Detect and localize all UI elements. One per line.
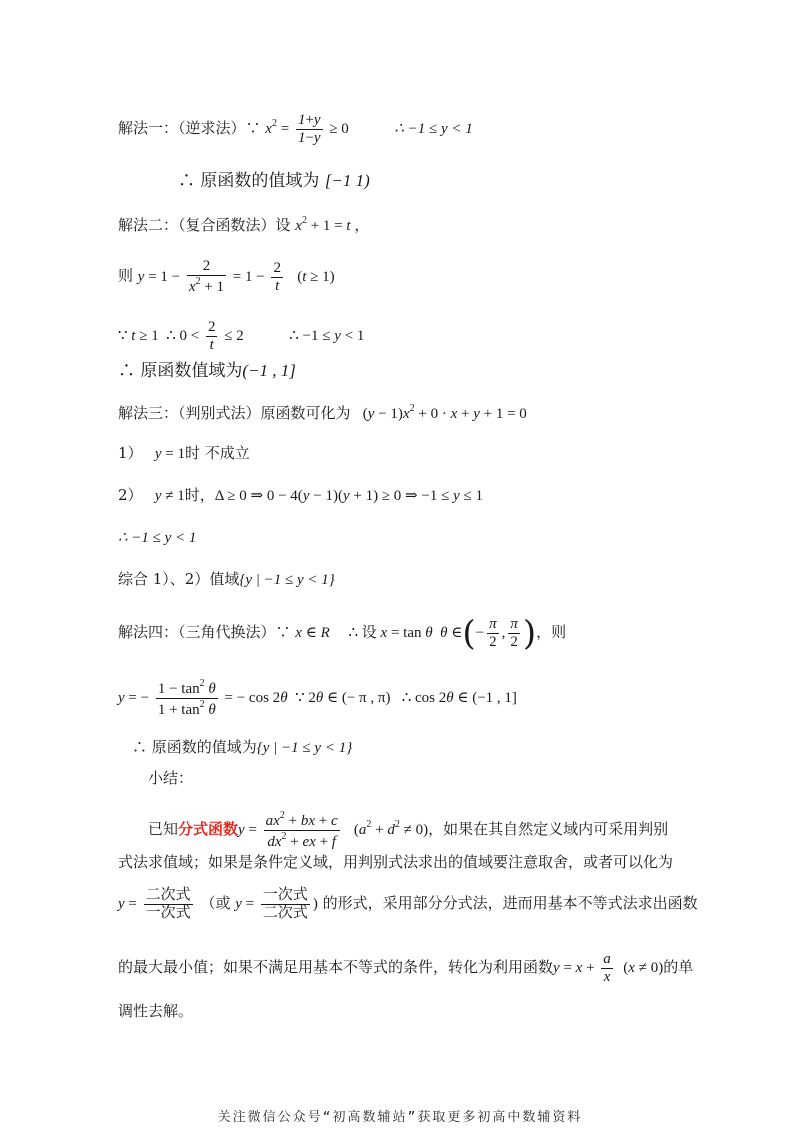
method-two-range: ∴ −1 ≤ y < 1 bbox=[289, 328, 365, 345]
method-three-case-two: 2） y ≠ 1时，Δ ≥ 0 ⇒ 0 − 4(y − 1)(y + 1) ≥ 0 ⇒ −1 ≤ y ≤ 1 bbox=[118, 486, 483, 504]
method-three-label: 解法三：（判别式法）原函数可化为 bbox=[118, 404, 351, 422]
method-two-then: 则 bbox=[118, 266, 134, 285]
summary-paragraph-1: 已知分式函数y = $\frac{ax^2 + bx + c}{dx^2 + ex + f}$ $(a^2 + d^2 \ne 0)$，如果在其自然定义域内可采用判别 bbox=[148, 810, 669, 851]
hook-function-formula: y = x + $\frac{a}{x}$ (x ≠ 0) bbox=[553, 951, 664, 986]
footer-promo-text: 关注微信公众号“初高数辅站”获取更多初高中数辅资料 bbox=[217, 1110, 583, 1125]
method-two-substitution: $x^2 + 1 = t$ ， bbox=[295, 215, 370, 234]
method-one-label: 解法一：（逆求法）∵ bbox=[118, 119, 261, 138]
method-one-conclusion: ∴ 原函数的值域为 [−1 1) bbox=[178, 171, 370, 191]
method-four-conclusion-value: {y | −1 ≤ y < 1} bbox=[256, 740, 353, 756]
case-one-condition: y = 1 bbox=[147, 446, 185, 462]
method-four-line bbox=[118, 613, 567, 654]
linear-ratio-formula: y = $\frac{\text{一次式}}{\text{二次式}}$ ) bbox=[235, 887, 318, 922]
case-two-derivation: y ≠ 1时，Δ ≥ 0 ⇒ 0 − 4(y − 1)(y + 1) ≥ 0 ⇒ −1 ≤ y ≤ 1 bbox=[147, 488, 483, 504]
method-one-formula: $x^2$ = $\frac{1+y}{1-y}$ ≥ 0 bbox=[265, 112, 349, 147]
quadratic-ratio-formula: y = $\frac{\text{二次式}}{\text{一次式}}$ bbox=[118, 887, 191, 922]
method-two-conclusion: ∴ 原函数值域为(−1 , 1] bbox=[118, 361, 296, 381]
method-two-derivation bbox=[118, 258, 335, 297]
fractional-function-formula: y = $\frac{ax^2 + bx + c}{dx^2 + ex + f}$ $(a^2 + d^2 \ne 0)$ bbox=[238, 810, 429, 851]
summary-paragraph-5: 调性去解。 bbox=[118, 1002, 194, 1020]
method-three-equation: $(y - 1)x^2 + 0 \cdot x + y + 1 = 0$ bbox=[362, 403, 527, 422]
method-three-range: ∴ −1 ≤ y < 1 bbox=[118, 530, 197, 546]
method-one-line bbox=[118, 112, 473, 148]
method-two-bounds bbox=[118, 319, 364, 355]
method-three-line bbox=[118, 404, 527, 422]
method-two-line bbox=[118, 216, 369, 234]
method-two-inequality: ∵ t ≥ 1 ∴ 0 < $\frac{2}{t}$ ≤ 2 bbox=[118, 319, 244, 354]
method-one-range: ∴ −1 ≤ y < 1 bbox=[394, 121, 473, 138]
summary-paragraph-4: 的最大最小值；如果不满足用基本不等式的条件，转化为利用函数y = x + $\frac{a}{x}$ (x ≠ 0)的单 bbox=[118, 951, 694, 986]
method-three-combined-value: {y | −1 ≤ y < 1} bbox=[239, 572, 335, 588]
method-four-label: 解法四：（三角代换法）∵ bbox=[118, 623, 291, 642]
method-one-conclusion-value: [−1 1) bbox=[324, 171, 370, 190]
method-three-case-one: 1） y = 1时 不成立 bbox=[118, 444, 250, 462]
fractional-function-term: 分式函数 bbox=[178, 820, 239, 839]
method-four-formula: y = − $\frac{1 - \tan^2 \theta}{1 + \tan^2 \theta}$ = − cos 2θ ∵ 2θ ∈ (− π , π) ∴ cos 2θ ∈ (−1 , 1] bbox=[118, 678, 517, 719]
summary-paragraph-3: y = $\frac{\text{二次式}}{\text{一次式}}$ （或 y = $\frac{\text{一次式}}{\text{二次式}}$ ) 的形式，采用部分分式法，进而用基本不等式法求出函数 bbox=[118, 887, 698, 922]
method-four-conclusion: ∴ 原函数的值域为{y | −1 ≤ y < 1} bbox=[132, 738, 353, 756]
method-two-conclusion-value: (−1 , 1] bbox=[242, 361, 296, 380]
method-four-derivation bbox=[118, 678, 517, 720]
method-two-formula: y = 1 − $\frac{2}{x^2 + 1}$ = 1 − $\frac{2}{t}$ (t ≥ 1) bbox=[137, 258, 335, 296]
method-three-combined: 综合 1）、2）值域{y | −1 ≤ y < 1} bbox=[118, 570, 335, 588]
summary-title: 小结： bbox=[148, 769, 194, 787]
method-four-substitution: x ∈ R ∴ 设 x = tan θ θ ∈(− $\frac{\pi}{2}$ , $\frac{\pi}{2}$ ) bbox=[295, 613, 537, 654]
method-two-label: 解法二：（复合函数法）设 bbox=[118, 216, 291, 234]
summary-paragraph-2: 式法求值域；如果是条件定义域，用判别式法求出的值域要注意取舍，或者可以化为 bbox=[118, 853, 674, 871]
method-four-then: ，则 bbox=[536, 623, 567, 642]
